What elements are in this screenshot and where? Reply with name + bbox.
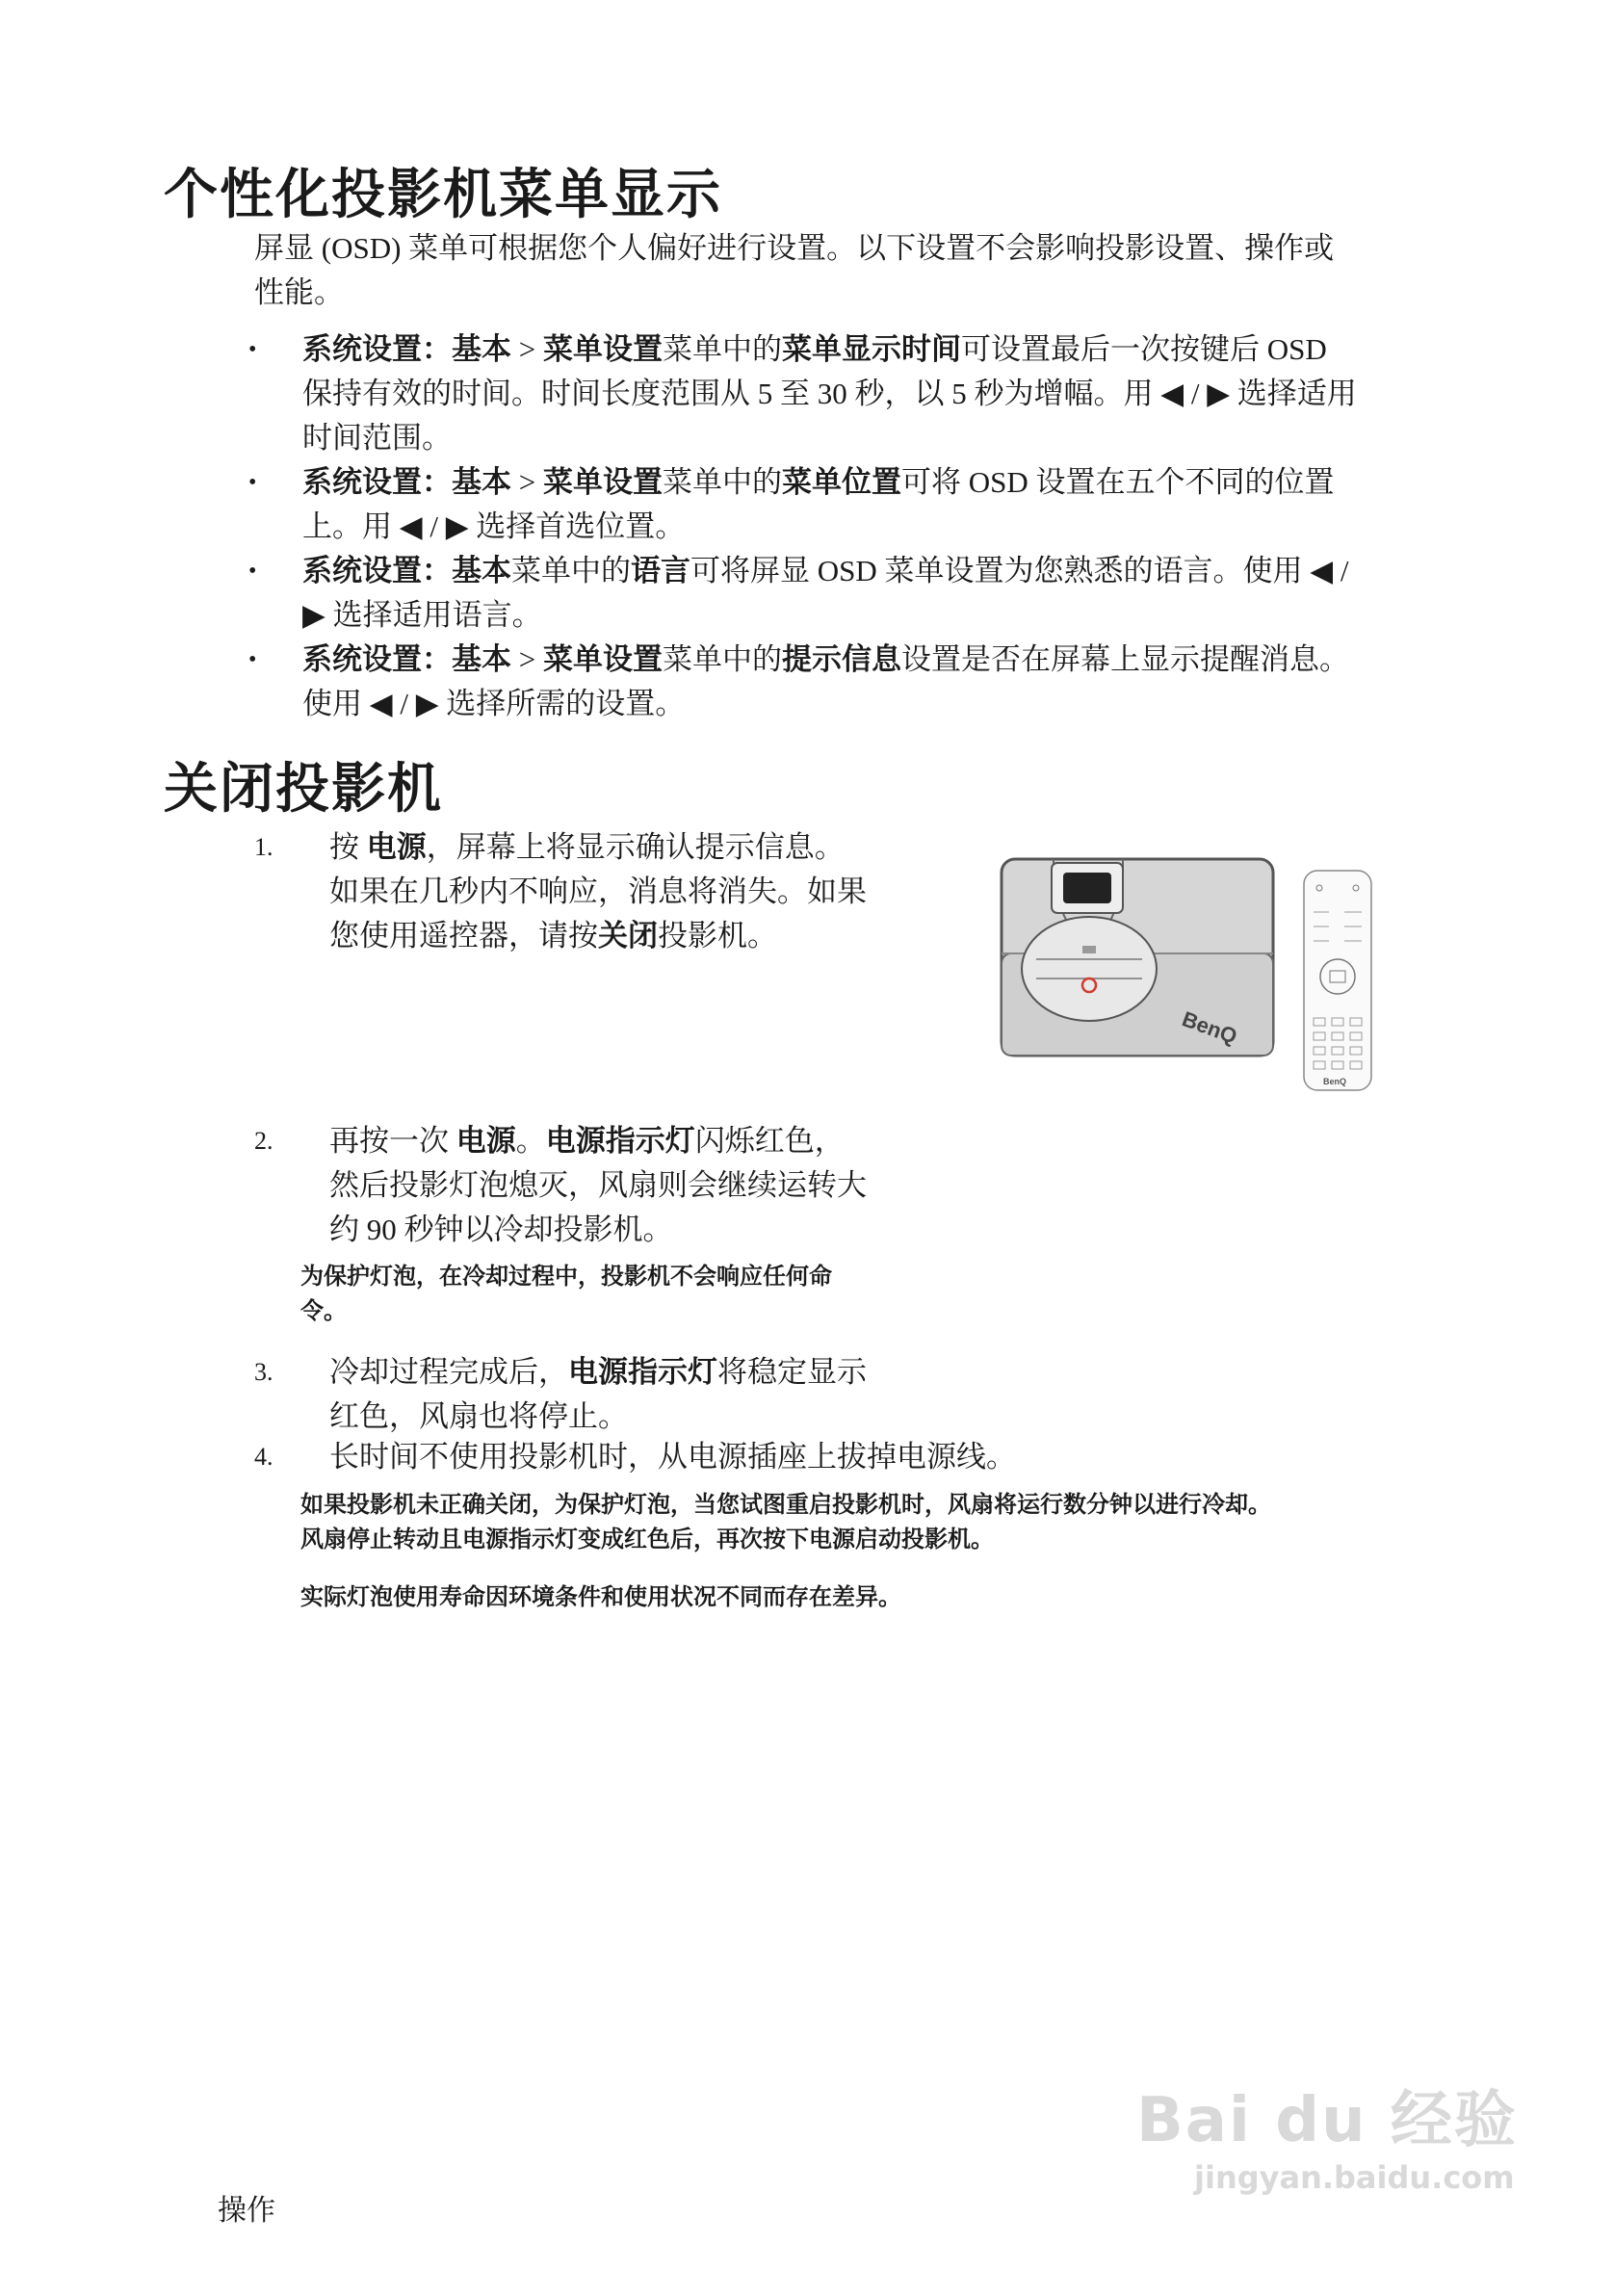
text-run: 投影机。 xyxy=(658,919,777,952)
note-improper-shutdown xyxy=(300,1487,1271,1556)
text-run: 按 xyxy=(329,830,367,864)
remote-brand-label: BenQ xyxy=(1323,1077,1347,1086)
text-run: 冷却过程完成后， xyxy=(329,1355,568,1389)
bold-term: 菜单显示时间 xyxy=(781,332,961,366)
step-line xyxy=(329,1435,1410,1479)
step-line xyxy=(329,1163,986,1208)
text-run: > xyxy=(511,642,543,676)
text-run: 闪烁红色， xyxy=(694,1124,845,1158)
bullet-marker: • xyxy=(248,647,257,672)
watermark-url: jingyan.baidu.com xyxy=(1194,2159,1515,2196)
note-line: 风扇停止转动且电源指示灯变成红色后，再次按下电源启动投影机。 xyxy=(300,1526,994,1552)
intro-paragraph xyxy=(254,226,1506,315)
note-line: 令。 xyxy=(300,1297,347,1324)
bold-term: 系统设置：基本 xyxy=(302,332,511,366)
text-run: 约 90 秒钟以冷却投影机。 xyxy=(329,1213,673,1246)
text-run: 设置是否在屏幕上显示提醒消息。 xyxy=(900,642,1349,676)
baidu-watermark xyxy=(1136,2071,1522,2196)
bullet-line xyxy=(302,593,1500,638)
bold-term: 菜单位置 xyxy=(781,465,901,499)
bold-term: 电源 xyxy=(456,1124,516,1158)
bold-term: 系统设置：基本 xyxy=(302,642,511,676)
bullet-item xyxy=(248,549,1500,638)
footer-label: 操作 xyxy=(218,2194,275,2228)
text-run: 保持有效的时间。时间长度范围从 5 至 30 秒，以 5 秒为增幅。用 ◀ / ▶ 选择适用 xyxy=(302,377,1357,410)
text-run: > xyxy=(511,332,543,366)
note-lamp-life: 实际灯泡使用寿命因环境条件和使用状况不同而存在差异。 xyxy=(300,1583,901,1610)
bullet-line xyxy=(302,372,1500,416)
text-run: 长时间不使用投影机时，从电源插座上拔掉电源线。 xyxy=(329,1440,1016,1474)
step-number: 2. xyxy=(254,1127,273,1155)
remote-illustration xyxy=(1300,869,1377,1094)
bullet-item xyxy=(248,638,1500,726)
bullet-item xyxy=(248,327,1500,460)
bold-term: 语言 xyxy=(631,554,690,587)
step-number: 3. xyxy=(254,1358,273,1386)
text-run: 然后投影灯泡熄灭，风扇则会继续运转大 xyxy=(329,1168,867,1202)
intro-line: 性能。 xyxy=(254,275,344,309)
step-line xyxy=(329,1395,986,1439)
note-line: 如果投影机未正确关闭，为保护灯泡，当您试图重启投影机时，风扇将运行数分钟以进行冷却。 xyxy=(300,1491,1271,1518)
bullet-line xyxy=(302,327,1500,372)
bold-term: 系统设置：基本 xyxy=(302,465,511,499)
bullet-marker: • xyxy=(248,559,257,584)
step-body xyxy=(329,1350,986,1439)
step-line xyxy=(329,914,986,958)
text-run: 可将 OSD 设置在五个不同的位置 xyxy=(900,465,1335,499)
text-run: 菜单中的 xyxy=(511,554,631,587)
step-number: 4. xyxy=(254,1443,273,1471)
text-run: 菜单中的 xyxy=(662,332,782,366)
note-line: 为保护灯泡，在冷却过程中，投影机不会响应任何命 xyxy=(300,1263,832,1290)
watermark-brand: Bai du 经验 xyxy=(1136,2085,1518,2156)
projector-brand-label: BenQ xyxy=(1179,1006,1240,1049)
step-line xyxy=(329,1208,986,1252)
bullet-line xyxy=(302,460,1500,505)
step-1 xyxy=(254,825,986,958)
step-body xyxy=(329,1435,1410,1479)
bold-term: 提示信息 xyxy=(781,642,901,676)
bullet-line xyxy=(302,549,1500,593)
step-3 xyxy=(254,1350,986,1439)
bold-term: 菜单设置 xyxy=(542,465,663,499)
bullet-marker: • xyxy=(248,337,257,362)
text-run: 再按一次 xyxy=(329,1124,456,1158)
section-title-osd: 个性化投影机菜单显示 xyxy=(164,164,722,226)
bullet-line xyxy=(302,682,1500,726)
step-body xyxy=(329,825,986,958)
intro-line: 屏显 (OSD) 菜单可根据您个人偏好进行设置。以下设置不会影响投影设置、操作或 xyxy=(254,231,1335,265)
text-run: 将稳定显示 xyxy=(717,1355,867,1389)
projector-illustration xyxy=(998,853,1277,1061)
bold-term: 关闭 xyxy=(598,919,658,952)
text-run: 使用 ◀ / ▶ 选择所需的设置。 xyxy=(302,687,686,720)
text-run: 红色，风扇也将停止。 xyxy=(329,1399,628,1433)
bold-term: 菜单设置 xyxy=(542,332,663,366)
bullet-item xyxy=(248,460,1500,549)
bullet-line xyxy=(302,505,1500,549)
text-run: 可将屏显 OSD 菜单设置为您熟悉的语言。使用 ◀ / xyxy=(690,554,1349,587)
section-title-shutdown: 关闭投影机 xyxy=(164,758,443,821)
text-run: 可设置最后一次按键后 OSD xyxy=(960,332,1327,366)
text-run: > xyxy=(511,465,543,499)
bullet-line xyxy=(302,638,1500,682)
step-4 xyxy=(254,1435,1410,1479)
bold-term: 电源 xyxy=(366,830,427,864)
step-line xyxy=(329,825,986,870)
text-run: 菜单中的 xyxy=(662,465,782,499)
step-body xyxy=(329,1119,986,1252)
text-run: 菜单中的 xyxy=(662,642,782,676)
osd-bullet-list xyxy=(248,327,1500,726)
step-line xyxy=(329,870,986,914)
text-run: ，屏幕上将显示确认提示信息。 xyxy=(426,830,845,864)
bold-term: 菜单设置 xyxy=(542,642,663,676)
step-line xyxy=(329,1350,986,1395)
text-run: 如果在几秒内不响应，消息将消失。如果 xyxy=(329,874,867,908)
step-2 xyxy=(254,1119,986,1252)
bold-term: 电源指示灯 xyxy=(545,1124,695,1158)
text-run: 时间范围。 xyxy=(302,421,452,455)
bold-term: 电源指示灯 xyxy=(568,1355,717,1389)
text-run: 上。用 ◀ / ▶ 选择首选位置。 xyxy=(302,509,686,543)
text-run: ▶ 选择适用语言。 xyxy=(302,598,542,632)
step-line xyxy=(329,1119,986,1163)
bullet-line xyxy=(302,416,1500,460)
text-run: 您使用遥控器，请按 xyxy=(329,919,598,952)
note-lamp-protection xyxy=(300,1259,832,1328)
step-number: 1. xyxy=(254,833,273,861)
text-run: 。 xyxy=(515,1124,546,1158)
bold-term: 系统设置：基本 xyxy=(302,554,511,587)
bullet-marker: • xyxy=(248,470,257,495)
